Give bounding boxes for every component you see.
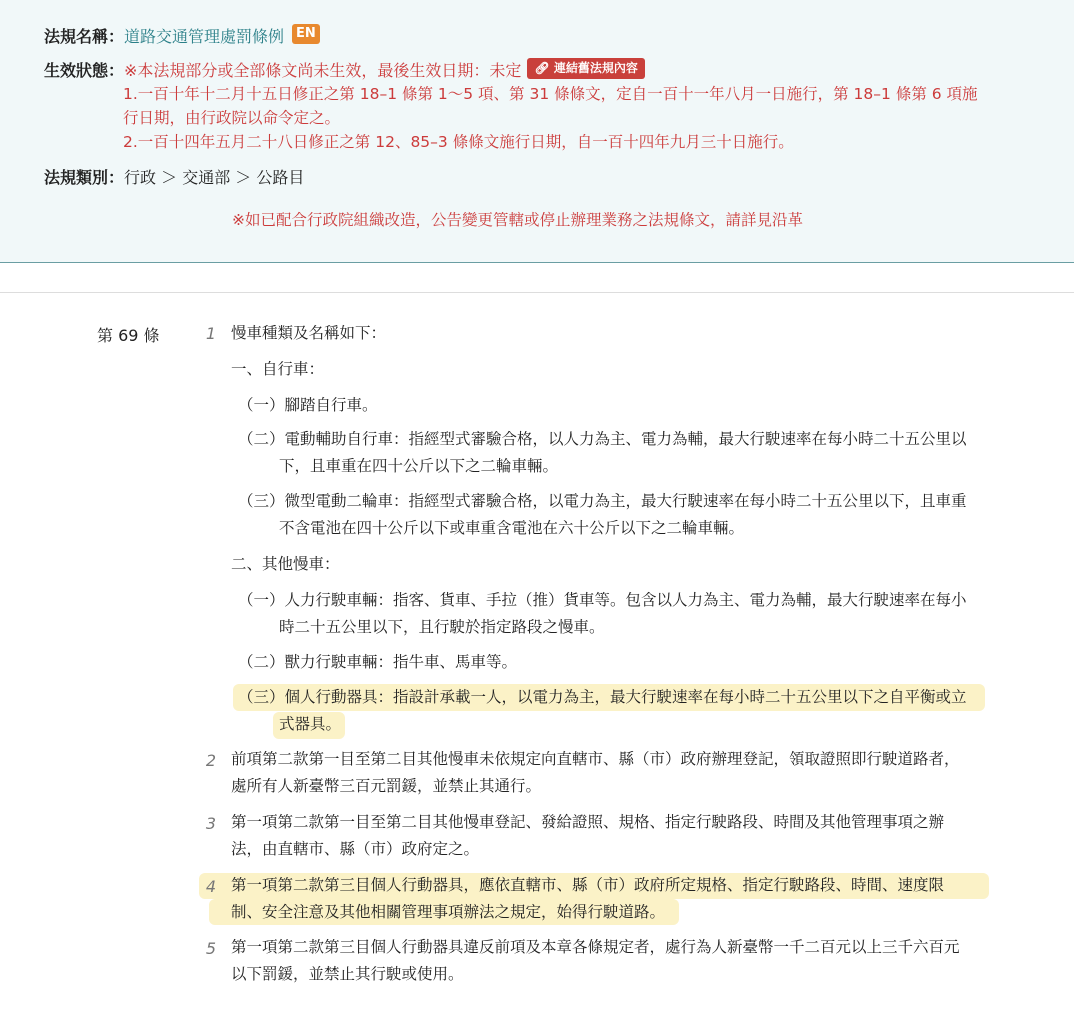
english-version-button[interactable]: EN	[292, 24, 320, 44]
subsection-heading: 一、自行車：	[231, 360, 325, 378]
subsection-heading: 二、其他慢車：	[231, 555, 340, 573]
category-row	[44, 165, 304, 188]
paragraph-number: 5	[205, 939, 216, 958]
item-text: （一）人力行駛車輛：指客、貨車、手拉（推）貨車等。包含以人力為主、電力為輔，最大行駛速率在每小	[238, 591, 967, 609]
paragraph-text-highlighted: 制、安全注意及其他相關管理事項辦法之規定，始得行駛道路。	[231, 903, 666, 921]
note-line: 1.一百十年十二月十五日修正之第 18–1 條第 1～5 項、第 31 條條文，定自一百十一年八月一日施行，第 18–1 條第 6 項施	[123, 85, 978, 103]
old-content-button[interactable]	[527, 58, 644, 79]
item-text: （三）微型電動二輪車：指經型式審驗合格，以電力為主，最大行駛速率在每小時二十五公里以下，且車重	[238, 492, 967, 510]
paragraph-text: 第一項第二款第一目至第二目其他慢車登記、發給證照、規格、指定行駛路段、時間及其他管理事項之辦	[231, 813, 945, 831]
link-icon: 🔗︎	[534, 61, 554, 75]
law-name-label: 法規名稱：	[44, 27, 125, 46]
paragraph-text: 前項第二款第一目至第二目其他慢車未依規定向直轄市、縣（市）政府辦理登記，領取證照即行駛道路者，	[231, 750, 960, 768]
note-line: 行日期，由行政院以命令定之。	[123, 109, 341, 127]
paragraph-text: 慢車種類及名稱如下：	[231, 324, 387, 342]
item-text: （二）獸力行駛車輛：指牛車、馬車等。	[238, 653, 518, 671]
article-number: 第 69 條	[97, 326, 160, 345]
note-line: 2.一百十四年五月二十八日修正之第 12、85–3 條條文施行日期，自一百十四年九月三十日施行。	[123, 133, 794, 151]
paragraph-text: 第一項第二款第三目個人行動器具違反前項及本章各條規定者，處行為人新臺幣一千二百元以上三千六百元	[231, 938, 960, 956]
divider	[0, 292, 1074, 293]
status-text: ※本法規部分或全部條文尚未生效，最後生效日期：未定	[124, 61, 522, 80]
law-name-row	[44, 24, 320, 47]
item-text: 下，且車重在四十公斤以下之二輪車輛。	[279, 457, 559, 475]
paragraph-text: 處所有人新臺幣三百元罰鍰，並禁止其通行。	[231, 777, 542, 795]
law-info-panel	[0, 0, 1074, 263]
item-text: 不含電池在四十公斤以下或車重含電池在六十公斤以下之二輪車輛。	[279, 519, 745, 537]
law-name-link[interactable]: 道路交通管理處罰條例	[124, 27, 285, 46]
paragraph-text-highlighted: 第一項第二款第三目個人行動器具，應依直轄市、縣（市）政府所定規格、指定行駛路段、時間、速度限	[231, 876, 945, 894]
category-label: 法規類別：	[44, 168, 125, 187]
reform-notice: ※如已配合行政院組織改造，公告變更管轄或停止辦理業務之法規條文，請詳見沿革	[232, 211, 803, 229]
paragraph-number: 1	[205, 324, 216, 343]
old-content-label: 連結舊法規內容	[553, 61, 638, 75]
effective-notes	[123, 82, 993, 154]
category-breadcrumb[interactable]: 行政 ＞ 交通部 ＞ 公路目	[124, 168, 305, 187]
paragraph-text: 法，由直轄市、縣（市）政府定之。	[231, 840, 480, 858]
status-label: 生效狀態：	[44, 61, 125, 80]
paragraph-text: 以下罰鍰，並禁止其行駛或使用。	[231, 965, 464, 983]
paragraph-number: 4	[205, 877, 216, 896]
item-text: （二）電動輔助自行車：指經型式審驗合格，以人力為主、電力為輔，最大行駛速率在每小時二十五公里以	[238, 430, 967, 448]
status-row	[44, 58, 645, 81]
item-text: 時二十五公里以下，且行駛於指定路段之慢車。	[279, 618, 605, 636]
item-text-highlighted: 式器具。	[279, 715, 342, 733]
item-text: （一）腳踏自行車。	[238, 396, 378, 414]
paragraph-number: 2	[205, 751, 216, 770]
paragraph-number: 3	[205, 814, 216, 833]
item-text-highlighted: （三）個人行動器具：指設計承載一人，以電力為主，最大行駛速率在每小時二十五公里以下之自平衡或立	[238, 688, 967, 706]
